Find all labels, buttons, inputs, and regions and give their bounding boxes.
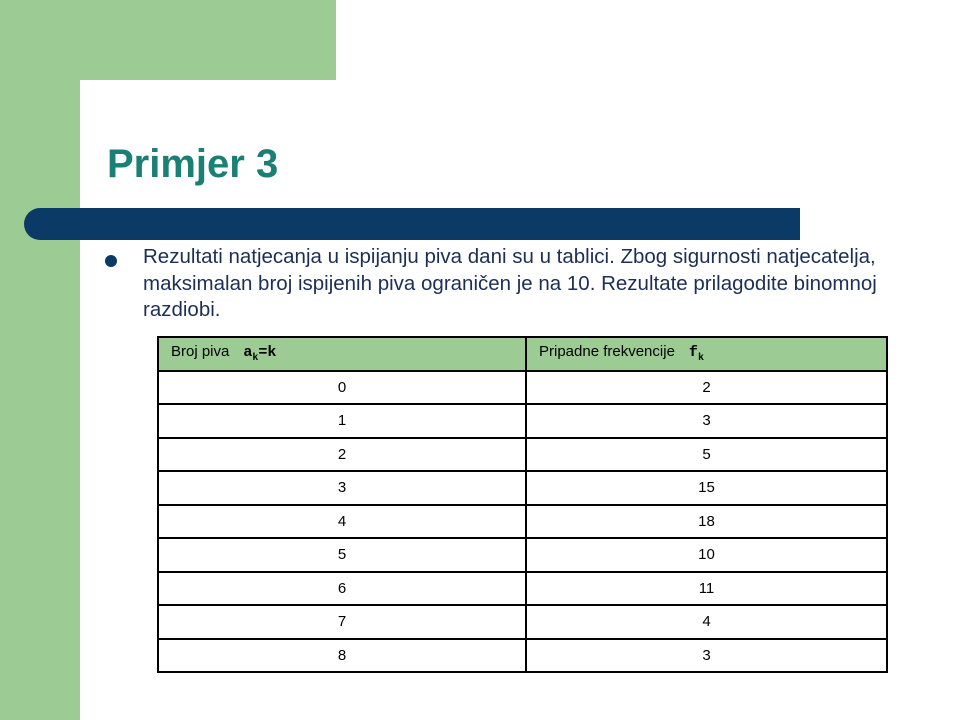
- table-cell: 5: [526, 438, 887, 472]
- table-cell: 2: [526, 371, 887, 405]
- table-row: [158, 404, 887, 438]
- table-row: [158, 438, 887, 472]
- table-cell: 2: [158, 438, 526, 472]
- title-underline-bar: [24, 208, 800, 240]
- table-cell: 18: [526, 505, 887, 539]
- table-header-row: [158, 337, 887, 371]
- table-cell: 4: [158, 505, 526, 539]
- table-cell: 8: [158, 639, 526, 673]
- table-row: [158, 538, 887, 572]
- frequency-table: [157, 336, 888, 673]
- header-beer-count: [158, 337, 526, 371]
- table-cell: 3: [158, 471, 526, 505]
- table-cell: 15: [526, 471, 887, 505]
- header-symbol: $a_k=k$: [243, 344, 277, 365]
- table-row: [158, 471, 887, 505]
- table-cell: 1: [158, 404, 526, 438]
- table-cell: 4: [526, 605, 887, 639]
- table-cell: 0: [158, 371, 526, 405]
- header-frequency: [526, 337, 887, 371]
- table-row: [158, 505, 887, 539]
- table-row: [158, 605, 887, 639]
- bullet-text: Rezultati natjecanja u ispijanju piva dani su u tablici. Zbog sigurnosti natjecatelja, maksimalan broj ispijenih piva ograničen je na 10. Rezultate prilagodite binomnoj razdiobi.: [143, 245, 877, 322]
- table-cell: 3: [526, 639, 887, 673]
- bullet-dot-icon: [105, 255, 117, 267]
- table-cell: 11: [526, 572, 887, 606]
- table-row: [158, 572, 887, 606]
- green-side-band: [0, 0, 80, 720]
- table-cell: 10: [526, 538, 887, 572]
- green-top-band: [80, 0, 336, 80]
- table-row: [158, 371, 887, 405]
- slide-title: Primjer 3: [107, 142, 279, 186]
- table-row: [158, 639, 887, 673]
- table-cell: 6: [158, 572, 526, 606]
- table-cell: 5: [158, 538, 526, 572]
- header-symbol: $f_k$: [688, 344, 704, 365]
- table-cell: 3: [526, 404, 887, 438]
- table-cell: 7: [158, 605, 526, 639]
- header-label: Pripadne frekvencije: [539, 343, 675, 361]
- header-label: Broj piva: [171, 343, 230, 361]
